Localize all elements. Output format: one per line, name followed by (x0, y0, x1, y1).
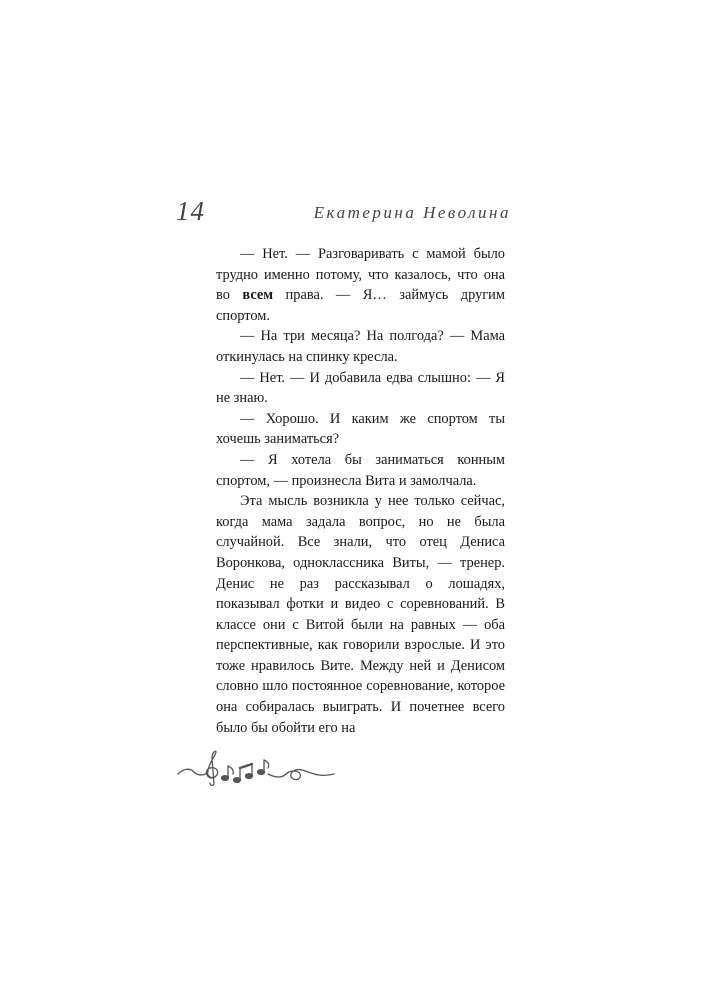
paragraph (216, 491, 505, 738)
text-run: права. — Я… займусь другим спортом. (216, 287, 505, 324)
text-run: — Хорошо. И каким же спортом ты хочешь заниматься? (216, 410, 505, 448)
paragraph (216, 368, 505, 409)
music-notes-flourish-icon (176, 748, 336, 788)
body-text (216, 244, 505, 738)
paragraph (216, 244, 505, 326)
text-run: — Я хотела бы заниматься конным спортом, — произнесла Вита и замолчала. (216, 451, 505, 489)
page-number: 14 (176, 196, 205, 226)
paragraph (216, 326, 505, 367)
text-run: — Нет. — И добавила едва слышно: — Я не знаю. (216, 369, 505, 407)
paragraph (216, 409, 505, 450)
paragraph (216, 450, 505, 491)
text-run: — Нет. — Разговаривать с мамой было трудно именно потому, что казалось, что она во (216, 246, 505, 304)
text-run: Эта мысль возникла у нее только сейчас, когда мама задала вопрос, но не была случайной. Все знали, что отец Дениса Воронкова, одноклассника Виты, — тренер. Денис не раз рассказывал о лошадях, показывал фотки и видео с соревнований. В классе они с Витой были на равных — оба перспективные, как говорили взрослые. И это тоже нравилось Вите. Между ней и Денисом словно шло постоянное соревнование, которое она собиралась выиграть. И почетнее всего было бы обойти его на (216, 493, 505, 736)
text-run: — На три месяца? На полгода? — Мама откинулась на спинку кресла. (216, 328, 505, 365)
running-head: Екатерина Неволина (313, 203, 511, 222)
emphasis: всем (242, 287, 274, 304)
